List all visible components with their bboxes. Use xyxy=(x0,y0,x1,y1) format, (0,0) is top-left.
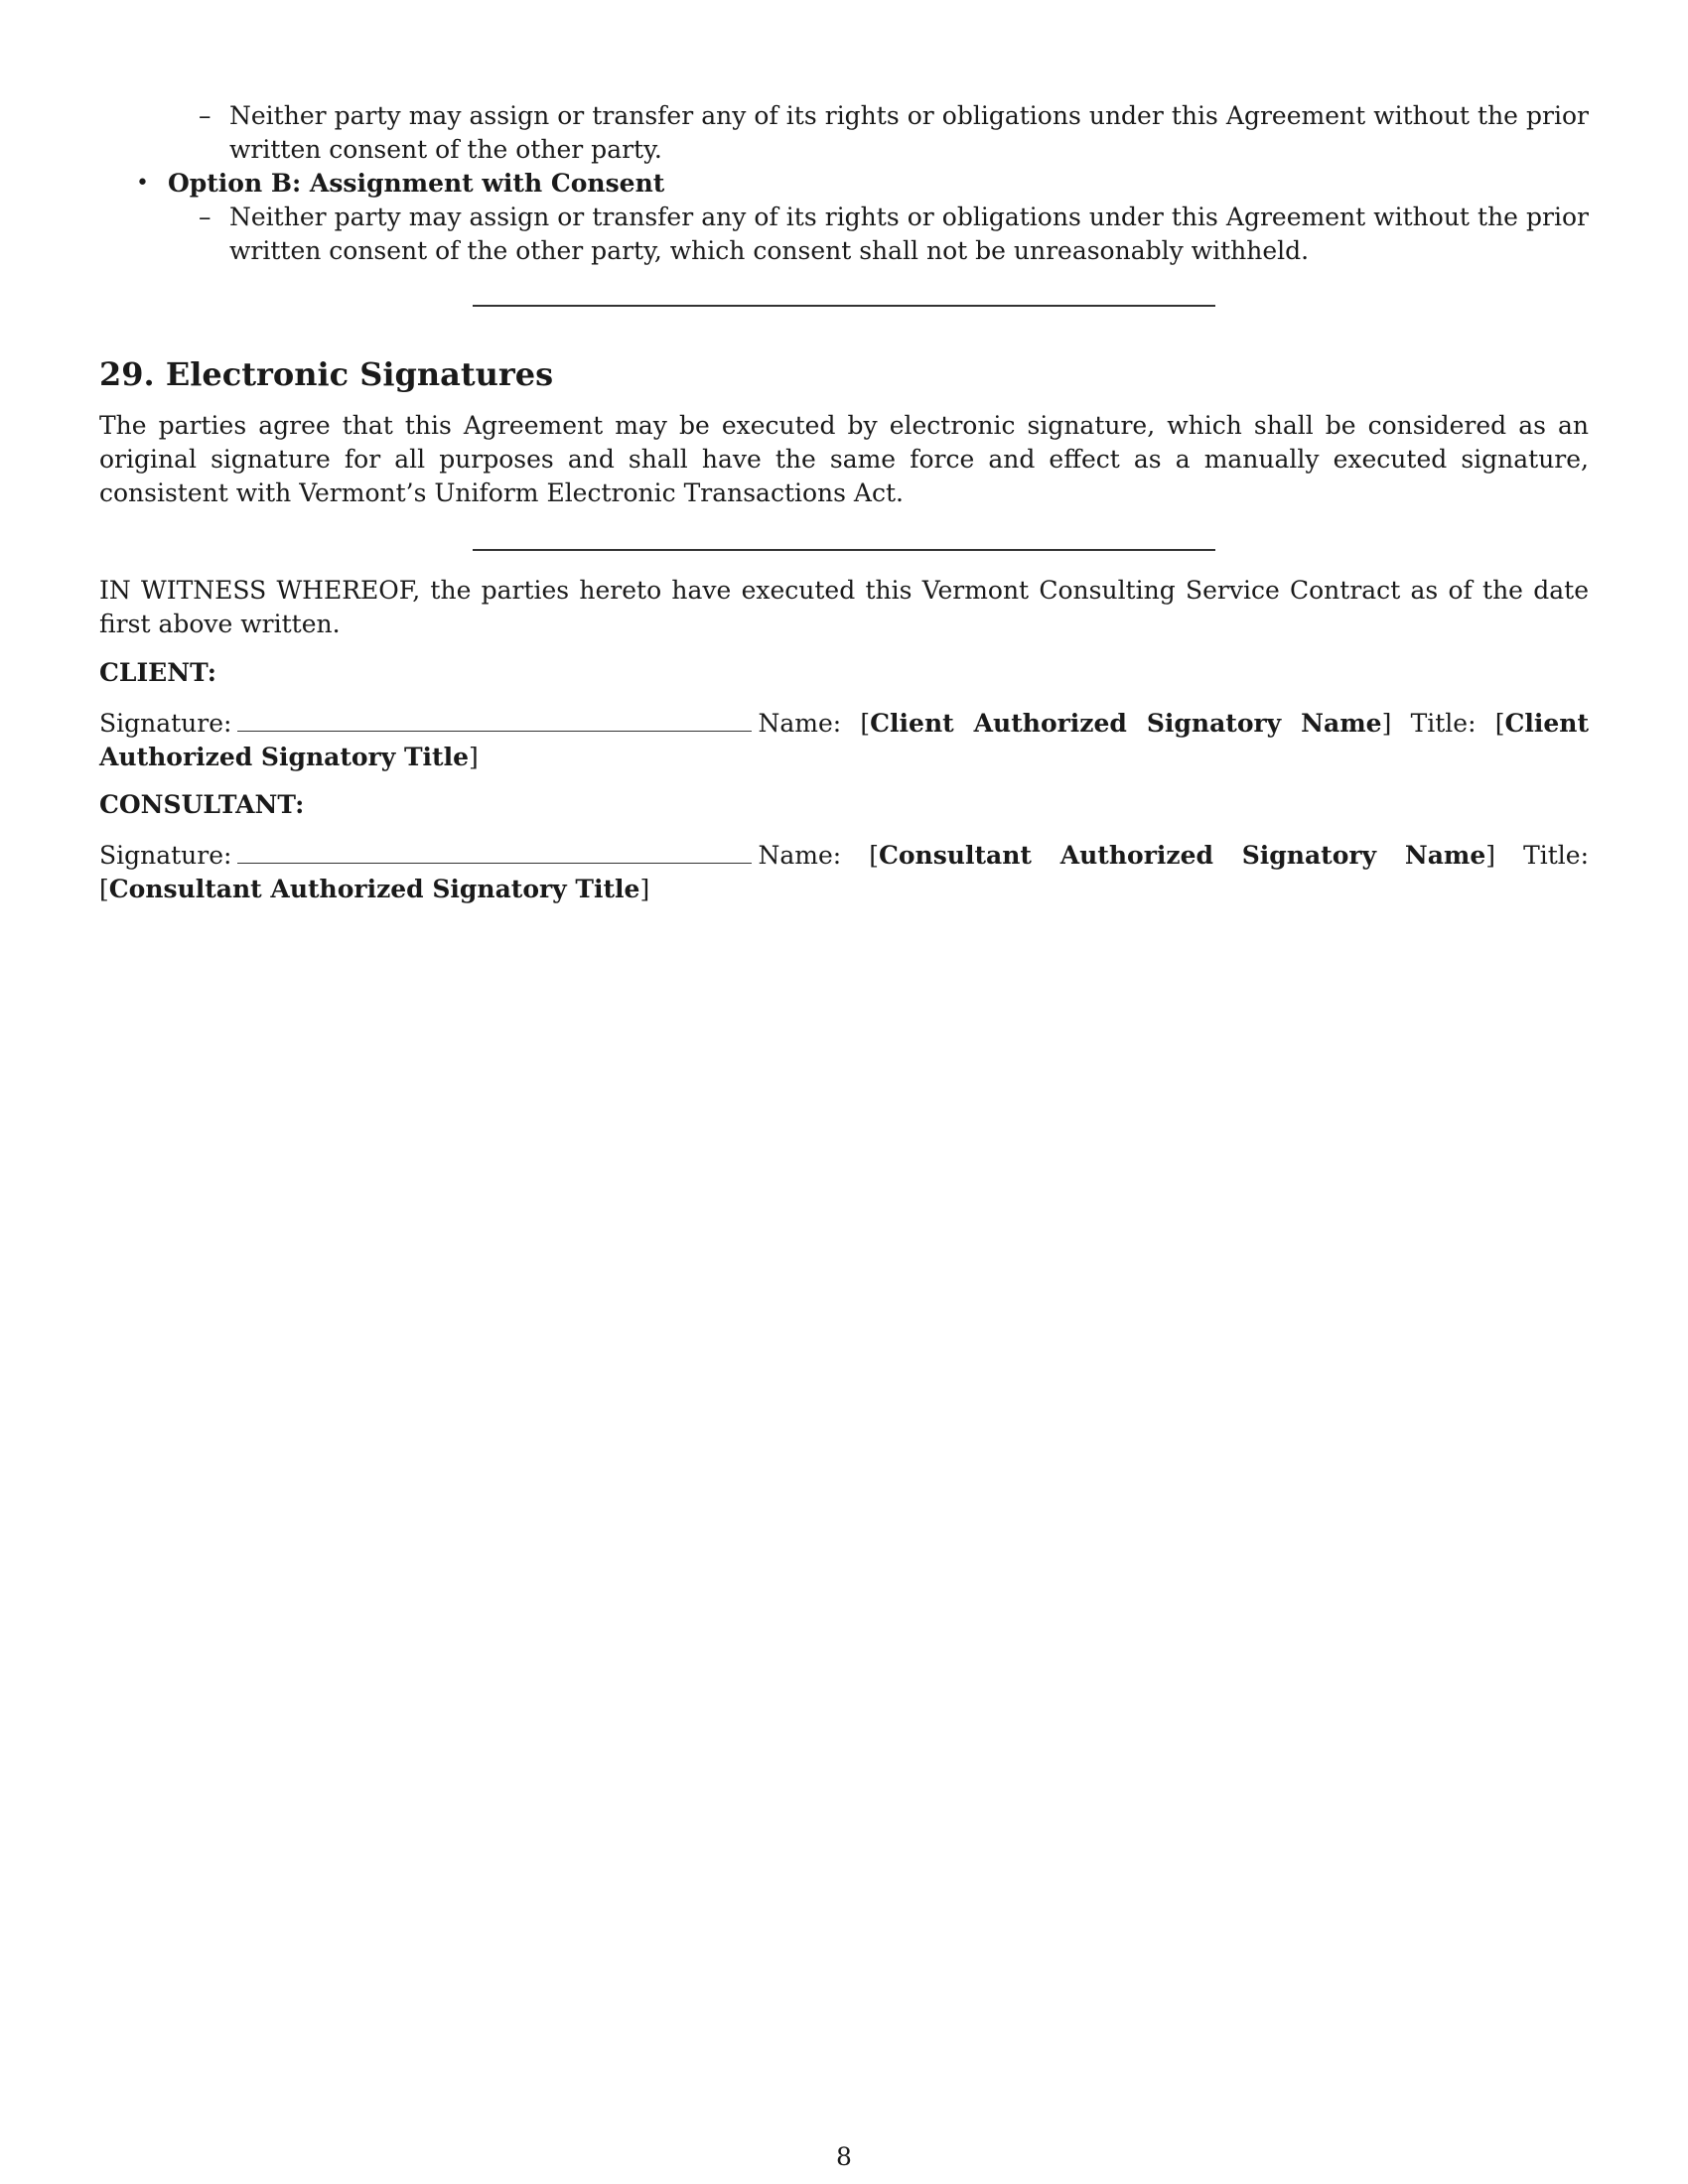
client-name-value: Client Authorized Signatory Name xyxy=(870,709,1382,738)
bullet-marker: • xyxy=(136,171,149,196)
witness-statement: IN WITNESS WHEREOF, the parties hereto have executed this Vermont Consulting Service Contract as of the date first above written. xyxy=(99,576,1589,638)
consultant-title-value: Consultant Authorized Signatory Title xyxy=(108,875,640,903)
title-label: Title: xyxy=(1410,709,1477,738)
client-signature-line[interactable] xyxy=(237,709,752,732)
client-title-value: Client Authorized Signatory Title xyxy=(99,709,1590,771)
signature-label: Signature: xyxy=(99,709,232,738)
client-signature-block: Signature: Name: [Client Authorized Signatory Name] Title: [Client Authorized Signatory Title] xyxy=(99,709,1590,771)
consultant-signature-block: Signature: Name: [Consultant Authorized Signatory Name] Title: [Consultant Authorized Signatory Title] xyxy=(99,841,1590,903)
option-b-item xyxy=(136,167,1589,201)
signature-label: Signature: xyxy=(99,841,232,870)
option-b-title: Option B: Assignment with Consent xyxy=(168,169,665,198)
dash-marker: – xyxy=(199,203,211,231)
client-label: CLIENT: xyxy=(99,658,217,687)
section-29-body: The parties agree that this Agreement may be executed by electronic signature, which shall be considered as an original signature for all purposes and shall have the same force and effect as a manually executed signature, consistent with Vermont’s Uniform Electronic Transactions Act. xyxy=(99,411,1589,507)
name-label: Name: xyxy=(758,841,842,870)
document-page xyxy=(99,0,1589,2184)
option-a-item xyxy=(199,99,1589,167)
dash-marker: – xyxy=(199,101,211,130)
section-divider xyxy=(473,549,1215,551)
page-number: 8 xyxy=(836,2142,852,2171)
section-divider xyxy=(473,305,1215,307)
consultant-name-value: Consultant Authorized Signatory Name xyxy=(878,841,1486,870)
option-b-sub-item xyxy=(199,201,1589,268)
name-label: Name: xyxy=(758,709,842,738)
title-label: Title: xyxy=(1523,841,1590,870)
option-b-text: Neither party may assign or transfer any of its rights or obligations under this Agreement without the prior written consent of the other party, which consent shall not be unreasonably withheld. xyxy=(229,203,1589,265)
section-29-heading: 29. Electronic Signatures xyxy=(99,355,554,393)
consultant-signature-line[interactable] xyxy=(237,841,752,864)
consultant-label: CONSULTANT: xyxy=(99,790,305,819)
option-a-text: Neither party may assign or transfer any of its rights or obligations under this Agreement without the prior written consent of the other party. xyxy=(229,101,1589,164)
